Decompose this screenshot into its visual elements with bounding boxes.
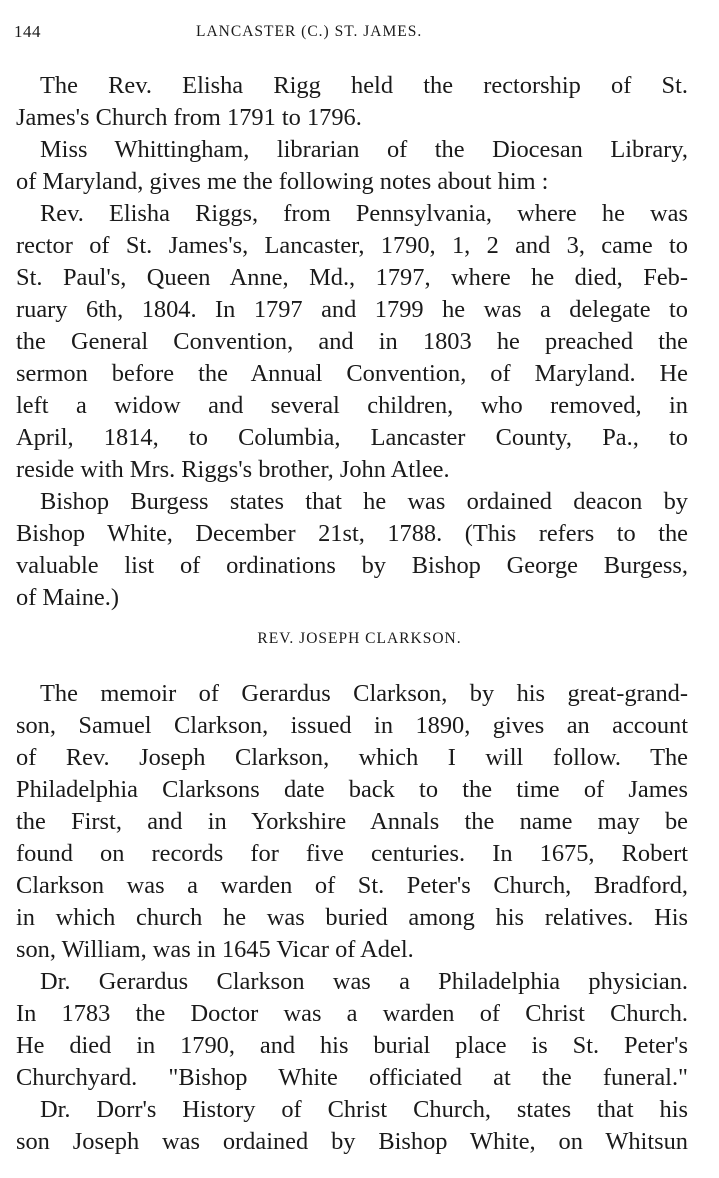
text-line: of Rev. Joseph Clarkson, which I will follow. The [16,744,688,771]
text-line: ruary 6th, 1804. In 1797 and 1799 he was a delegate to [16,296,688,323]
text-line: of Maryland, gives me the following notes about him : [16,168,549,195]
text-line: of Maine.) [16,584,119,611]
text-line: reside with Mrs. Riggs's brother, John Atlee. [16,456,450,483]
text-line: Bishop Burgess states that he was ordained deacon by [40,488,688,515]
text-line: April, 1814, to Columbia, Lancaster County, Pa., to [16,424,688,451]
text-line: son, William, was in 1645 Vicar of Adel. [16,936,414,963]
text-line: Miss Whittingham, librarian of the Diocesan Library, [40,136,688,163]
text-line: Rev. Elisha Riggs, from Pennsylvania, where he was [40,200,688,227]
text-line: Clarkson was a warden of St. Peter's Church, Bradford, [16,872,688,899]
section-heading: REV. JOSEPH CLARKSON. [257,630,462,647]
text-line: son Joseph was ordained by Bishop White, on Whitsun [16,1128,688,1155]
running-head: LANCASTER (C.) ST. JAMES. [196,23,423,40]
text-line: Dr. Dorr's History of Christ Church, states that his [40,1096,688,1123]
text-line: Philadelphia Clarksons date back to the time of James [16,776,688,803]
text-line: James's Church from 1791 to 1796. [16,104,362,131]
text-line: In 1783 the Doctor was a warden of Christ Church. [16,1000,688,1027]
text-line: in which church he was buried among his relatives. His [16,904,688,931]
text-line: rector of St. James's, Lancaster, 1790, 1, 2 and 3, came to [16,232,688,259]
text-line: the First, and in Yorkshire Annals the name may be [16,808,688,835]
text-line: Dr. Gerardus Clarkson was a Philadelphia physician. [40,968,688,995]
text-line: The Rev. Elisha Rigg held the rectorship of St. [40,72,688,99]
text-line: St. Paul's, Queen Anne, Md., 1797, where he died, Feb- [16,264,688,291]
text-line: found on records for five centuries. In 1675, Robert [16,840,688,867]
text-line: The memoir of Gerardus Clarkson, by his great-grand- [40,680,688,707]
text-line: Churchyard. "Bishop White officiated at the funeral." [16,1064,688,1091]
text-line: He died in 1790, and his burial place is St. Peter's [16,1032,688,1059]
text-line: sermon before the Annual Convention, of Maryland. He [16,360,688,387]
page-number: 144 [14,22,41,41]
text-line: valuable list of ordinations by Bishop George Burgess, [16,552,688,579]
text-line: Bishop White, December 21st, 1788. (This refers to the [16,520,688,547]
page-header [14,22,694,48]
text-line: left a widow and several children, who removed, in [16,392,688,419]
text-line: the General Convention, and in 1803 he preached the [16,328,688,355]
text-line: son, Samuel Clarkson, issued in 1890, gives an account [16,712,688,739]
